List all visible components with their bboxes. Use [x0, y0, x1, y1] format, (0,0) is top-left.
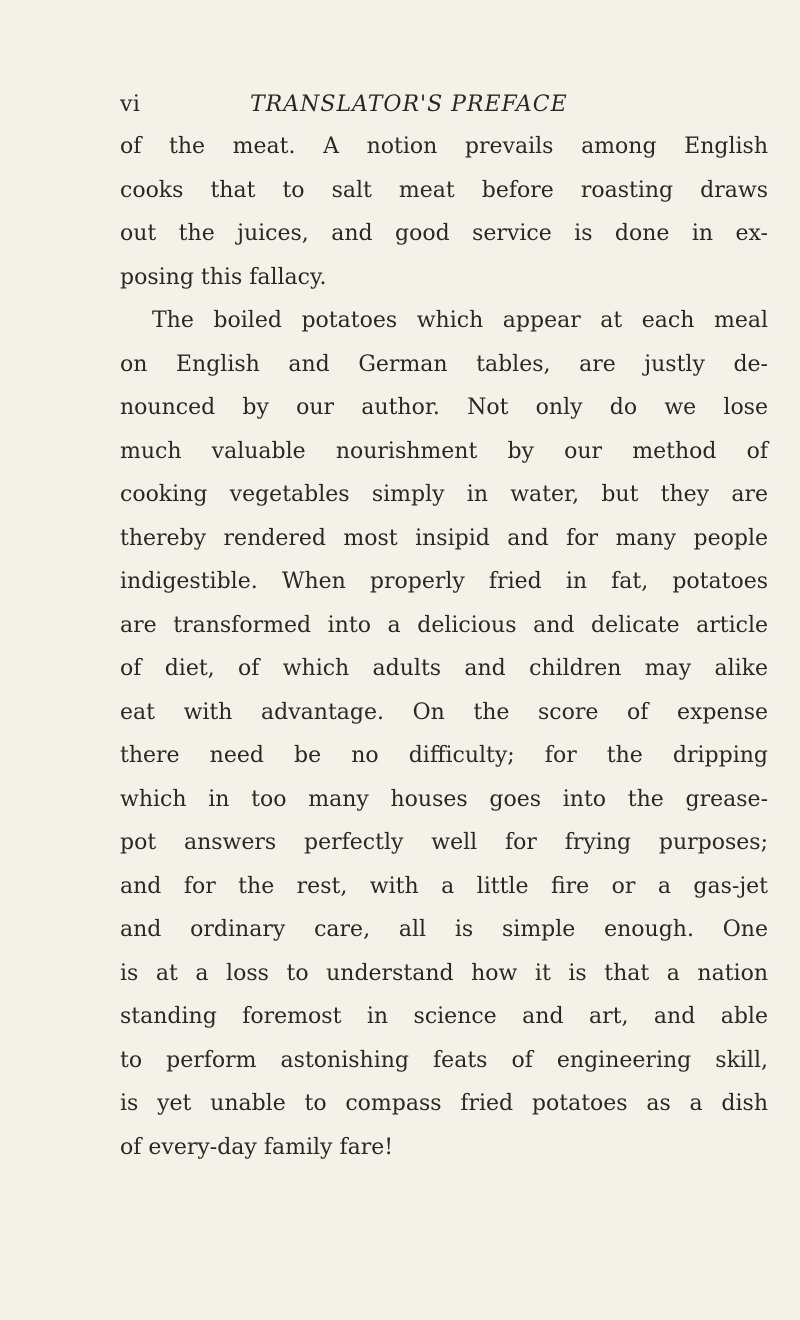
- running-title: TRANSLATOR'S PREFACE: [250, 92, 568, 117]
- text-line: is yet unable to compass fried potatoes as a dish: [120, 1091, 768, 1116]
- text-line: and ordinary care, all is simple enough. One: [120, 917, 768, 942]
- text-line: cooking vegetables simply in water, but they are: [120, 482, 768, 507]
- text-line: much valuable nourishment by our method of: [120, 438, 768, 464]
- text-line: of diet, of which adults and children may alike: [120, 656, 768, 681]
- page-header: [120, 92, 720, 122]
- text-line: thereby rendered most insipid and for many people: [120, 525, 768, 551]
- text-line: of the meat. A notion prevails among English: [120, 134, 768, 159]
- text-line: out the juices, and good service is done in ex-: [120, 221, 768, 246]
- text-line: are transformed into a delicious and delicate article: [120, 612, 768, 638]
- text-line: on English and German tables, are justly de-: [120, 351, 768, 377]
- text-line: posing this fallacy.: [120, 264, 327, 290]
- text-line: nounced by our author. Not only do we lose: [120, 395, 768, 420]
- text-line: standing foremost in science and art, and able: [120, 1004, 768, 1029]
- page-number: vi: [120, 92, 141, 117]
- text-line: indigestible. When properly fried in fat, potatoes: [120, 569, 768, 594]
- text-line: there need be no difficulty; for the dripping: [120, 743, 768, 768]
- text-line: which in too many houses goes into the grease-: [120, 786, 768, 812]
- text-line: to perform astonishing feats of engineering skill,: [120, 1047, 768, 1073]
- body-text: [120, 125, 768, 1169]
- text-line: cooks that to salt meat before roasting draws: [120, 177, 768, 203]
- text-line: of every-day family fare!: [120, 1134, 394, 1160]
- text-line: eat with advantage. On the score of expense: [120, 699, 768, 725]
- text-line: is at a loss to understand how it is that a nation: [120, 960, 768, 986]
- text-line: The boiled potatoes which appear at each meal: [152, 308, 768, 333]
- text-line: and for the rest, with a little fire or a gas-jet: [120, 873, 768, 899]
- text-line: pot answers perfectly well for frying purposes;: [120, 830, 768, 855]
